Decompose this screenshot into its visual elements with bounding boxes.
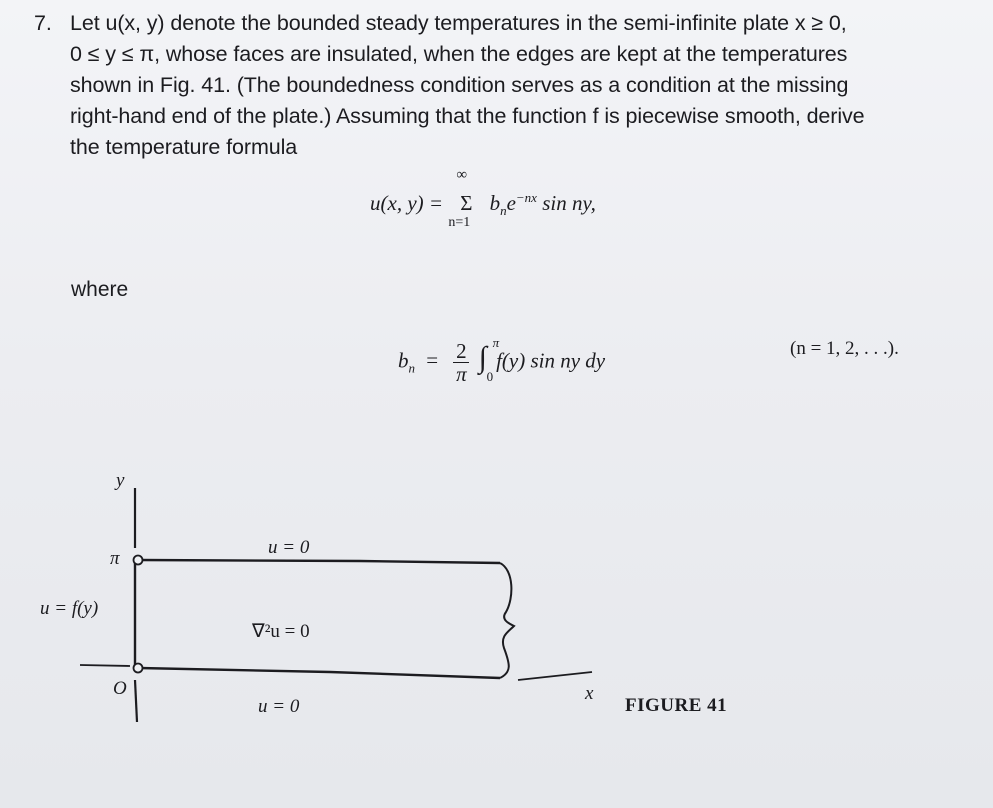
plate-bottom-edge [139,668,500,678]
integral-symbol: ∫ [478,341,487,375]
y-axis-lower [135,680,137,722]
problem-number: 7. [34,11,52,35]
figure-caption: FIGURE 41 [625,695,728,716]
term-coefficient-sub: n [500,203,507,219]
plate-top-edge [139,560,500,563]
x-axis-label: x [585,683,594,704]
where-label: where [71,278,129,301]
term-coefficient: b [489,191,501,215]
integral-upper-limit: π [492,335,500,351]
x-axis-right [518,672,592,680]
frac-denominator: π [456,362,467,386]
sum-upper-limit: ∞ [456,167,468,183]
term-exponent: −nx [515,190,537,205]
term-exp-base: e [506,191,516,215]
laplace-label: ∇²u = 0 [252,621,310,642]
plate-wavy-end [500,563,514,678]
pi-label: π [110,548,120,569]
coef-equals: = [426,348,439,373]
left-edge-label: u = f(y) [40,598,99,619]
origin-label: O [113,678,127,699]
problem-line-1: 7. Let u(x, y) denote the bounded steady temperatures in the semi-infinite plate x ≥ 0, [34,8,939,39]
x-axis-left [80,665,130,666]
formula-lhs: u(x, y) = [370,191,444,215]
corner-pi [134,556,143,565]
corner-origin [134,664,143,673]
top-edge-label: u = 0 [268,537,310,558]
problem-line-3: shown in Fig. 41. (The boundedness condition serves as a condition at the missing [70,73,849,97]
coef-lhs: b [398,348,409,373]
problem-line-4: right-hand end of the plate.) Assuming that the function f is piecewise smooth, derive [70,104,865,128]
index-range: (n = 1, 2, . . .). [790,338,899,359]
y-axis-label: y [116,470,125,491]
problem-line-5: the temperature formula [70,135,298,159]
coef-lhs-sub: n [408,360,415,376]
sum-symbol: Σ [460,191,473,215]
bottom-edge-label: u = 0 [258,696,300,717]
sum-lower-limit: n=1 [448,215,471,230]
integrand: f(y) sin ny dy [496,348,606,373]
term-tail: sin ny, [542,191,596,215]
integral-lower-limit: 0 [486,369,494,385]
frac-numerator: 2 [456,339,467,363]
problem-line-2: 0 ≤ y ≤ π, whose faces are insulated, when the edges are kept at the temperatures [70,42,848,66]
